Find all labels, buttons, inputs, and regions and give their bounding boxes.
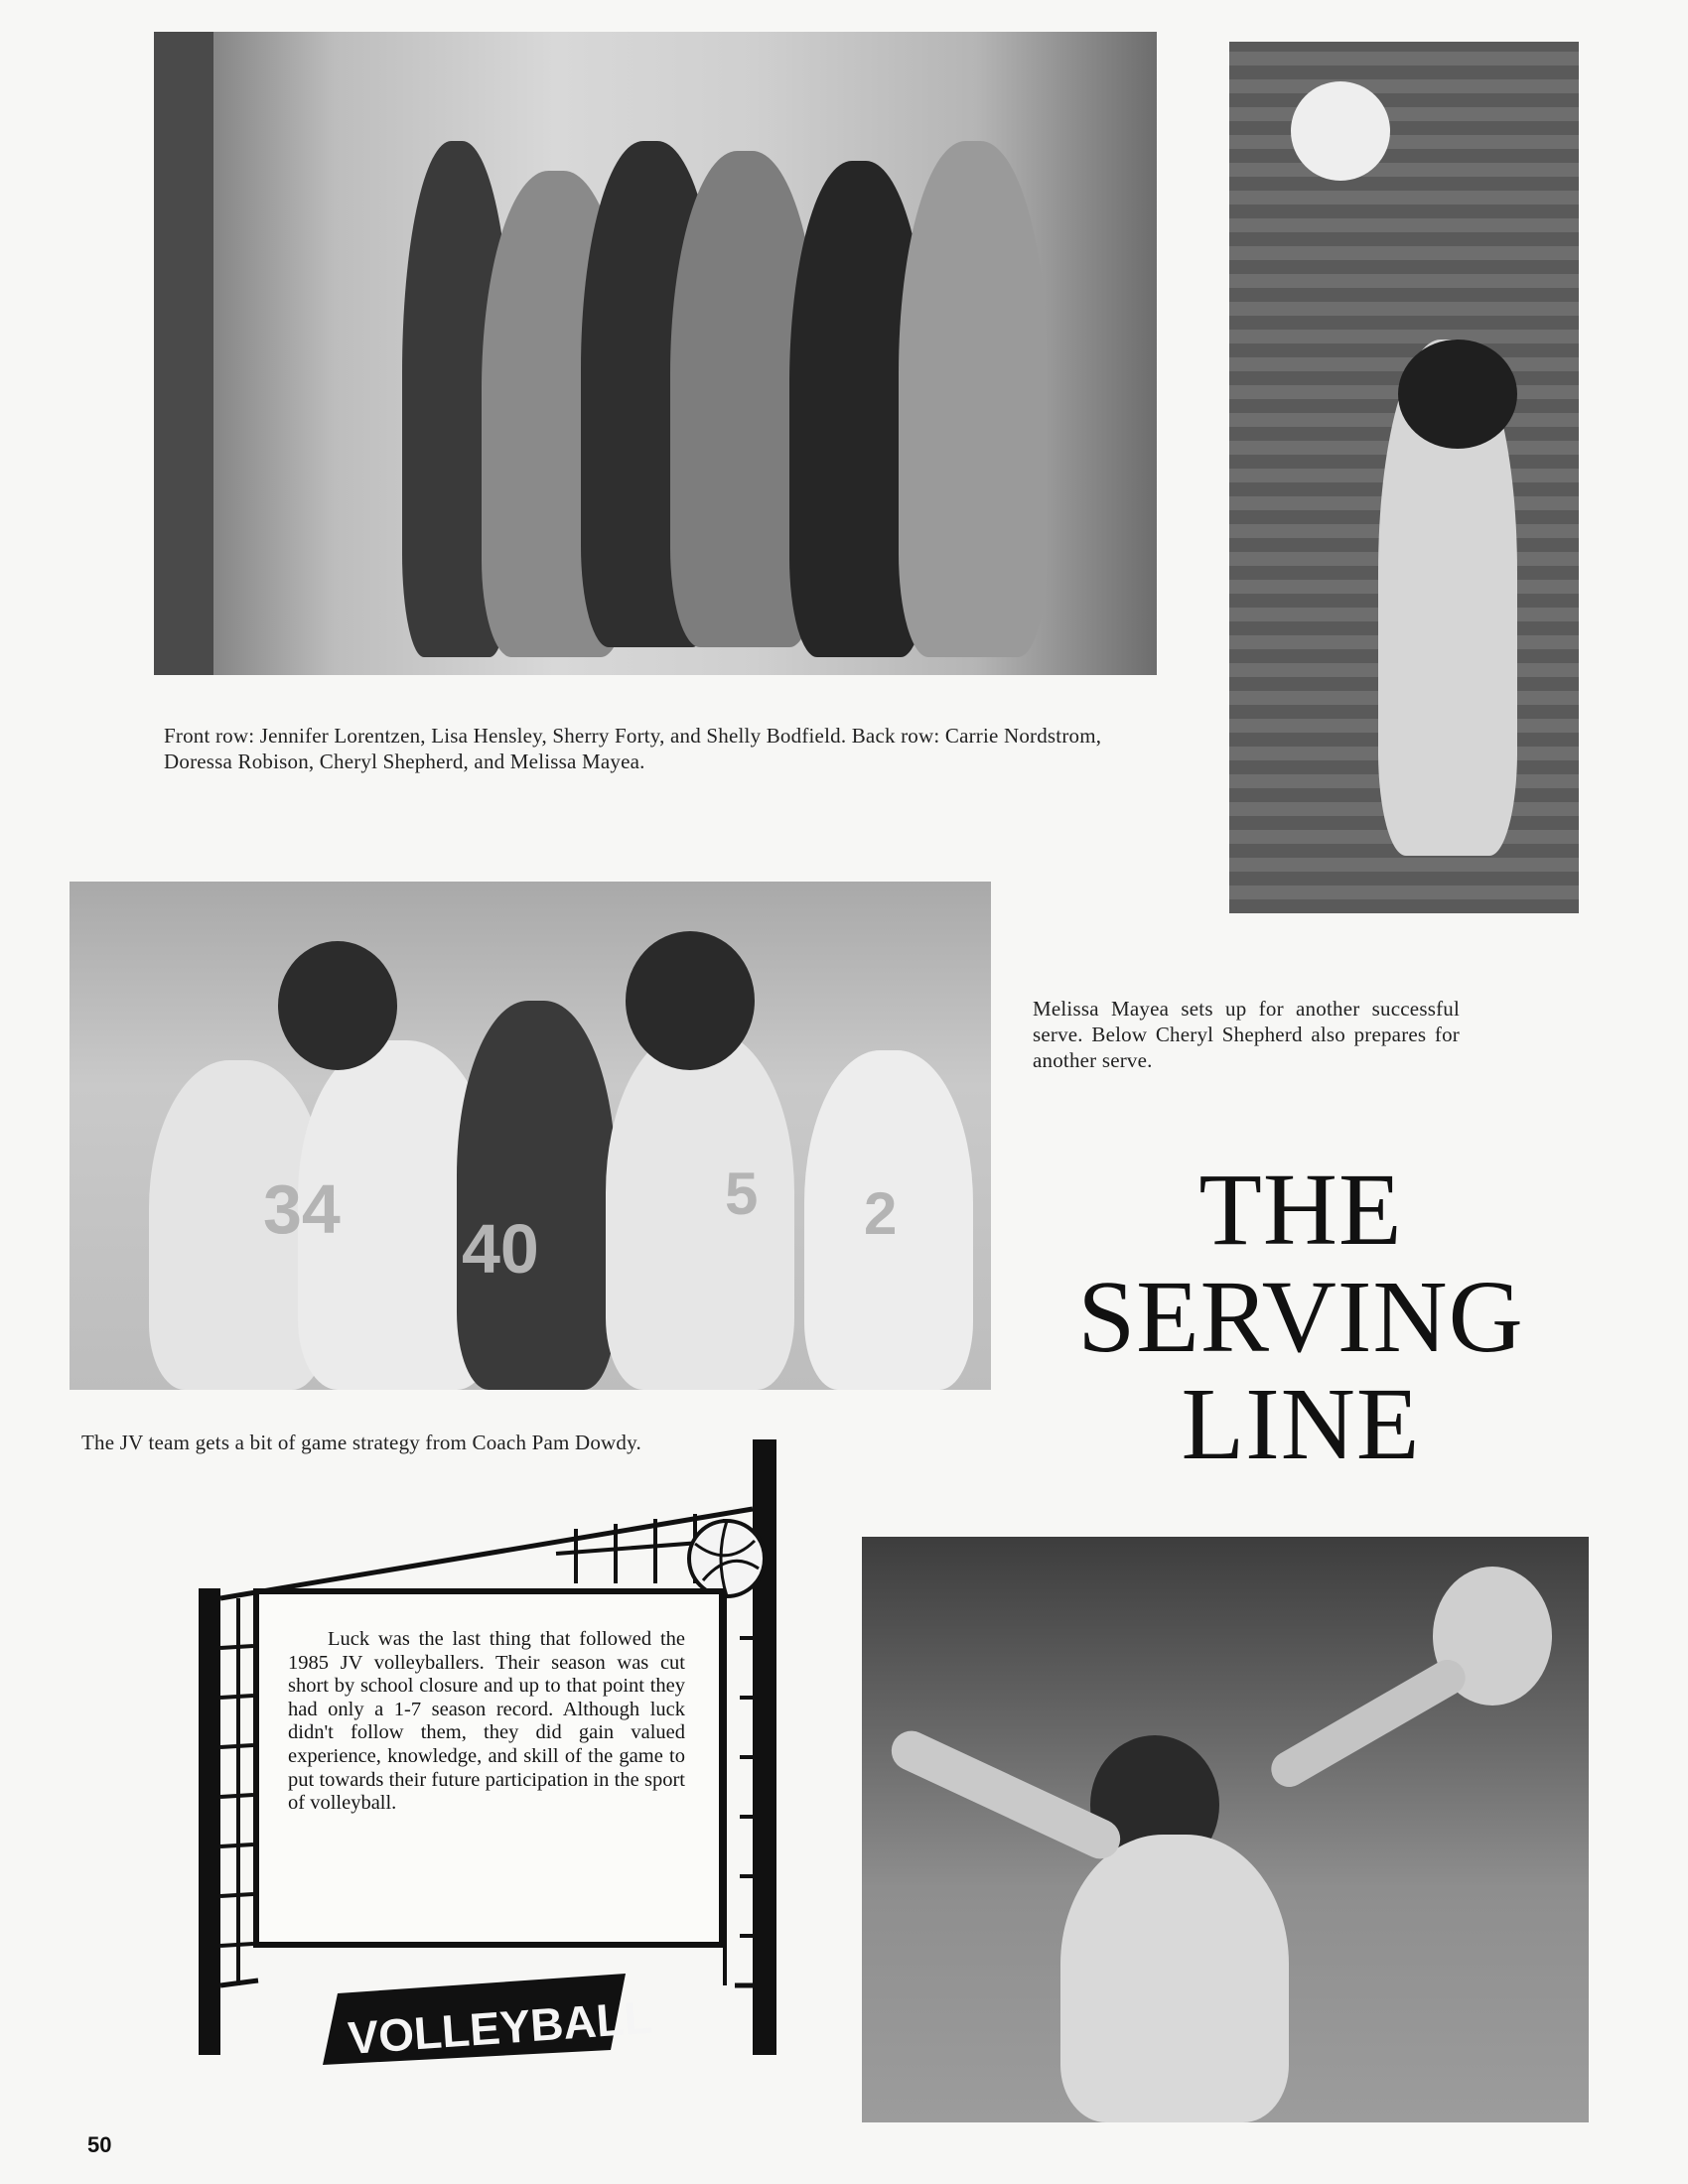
jersey-number: 40 [462,1210,539,1288]
serve-photo-caption: Melissa Mayea sets up for another successful serve. Below Cheryl Shepherd also prepares for another serve. [1033,997,1460,1072]
team-photo [154,32,1157,675]
huddle-photo [70,882,991,1390]
jersey-number: 34 [263,1170,341,1248]
story-text: Luck was the last thing that followed the 1985 JV volleyballers. Their season was cut short by school closure and up to that point they had only a 1-7 season record. Although luck didn't follow them, they did gain valued experience, knowledge, and skill of the game to put towards their future participation in the sport of volleyball. [288,1628,685,1815]
net-post-left [199,1588,220,2055]
team-photo-caption: Front row: Jennifer Lorentzen, Lisa Hensley, Sherry Forty, and Shelly Bodfield. Back row: Carrie Nordstrom, Doressa Robison, Cheryl Shepherd, and Melissa Mayea. [164,724,1102,773]
headline [1013,1153,1589,1481]
headline-line: THE [1198,1153,1403,1267]
volleyball-icon [689,1521,765,1596]
jersey-number: 2 [864,1180,898,1247]
huddle-photo-caption: The JV team gets a bit of game strategy from Coach Pam Dowdy. [81,1431,641,1454]
page-number: 50 [87,2132,112,2157]
serve-photo [1229,42,1579,913]
volleyball-banner-text: VOLLEYBALL [346,1990,654,2064]
net-post-right [753,1439,776,2055]
headline-line: LINE [1181,1367,1421,1481]
jersey-number: 5 [725,1160,759,1227]
setter-photo [862,1537,1589,2122]
headline-line: SERVING [1077,1260,1524,1374]
